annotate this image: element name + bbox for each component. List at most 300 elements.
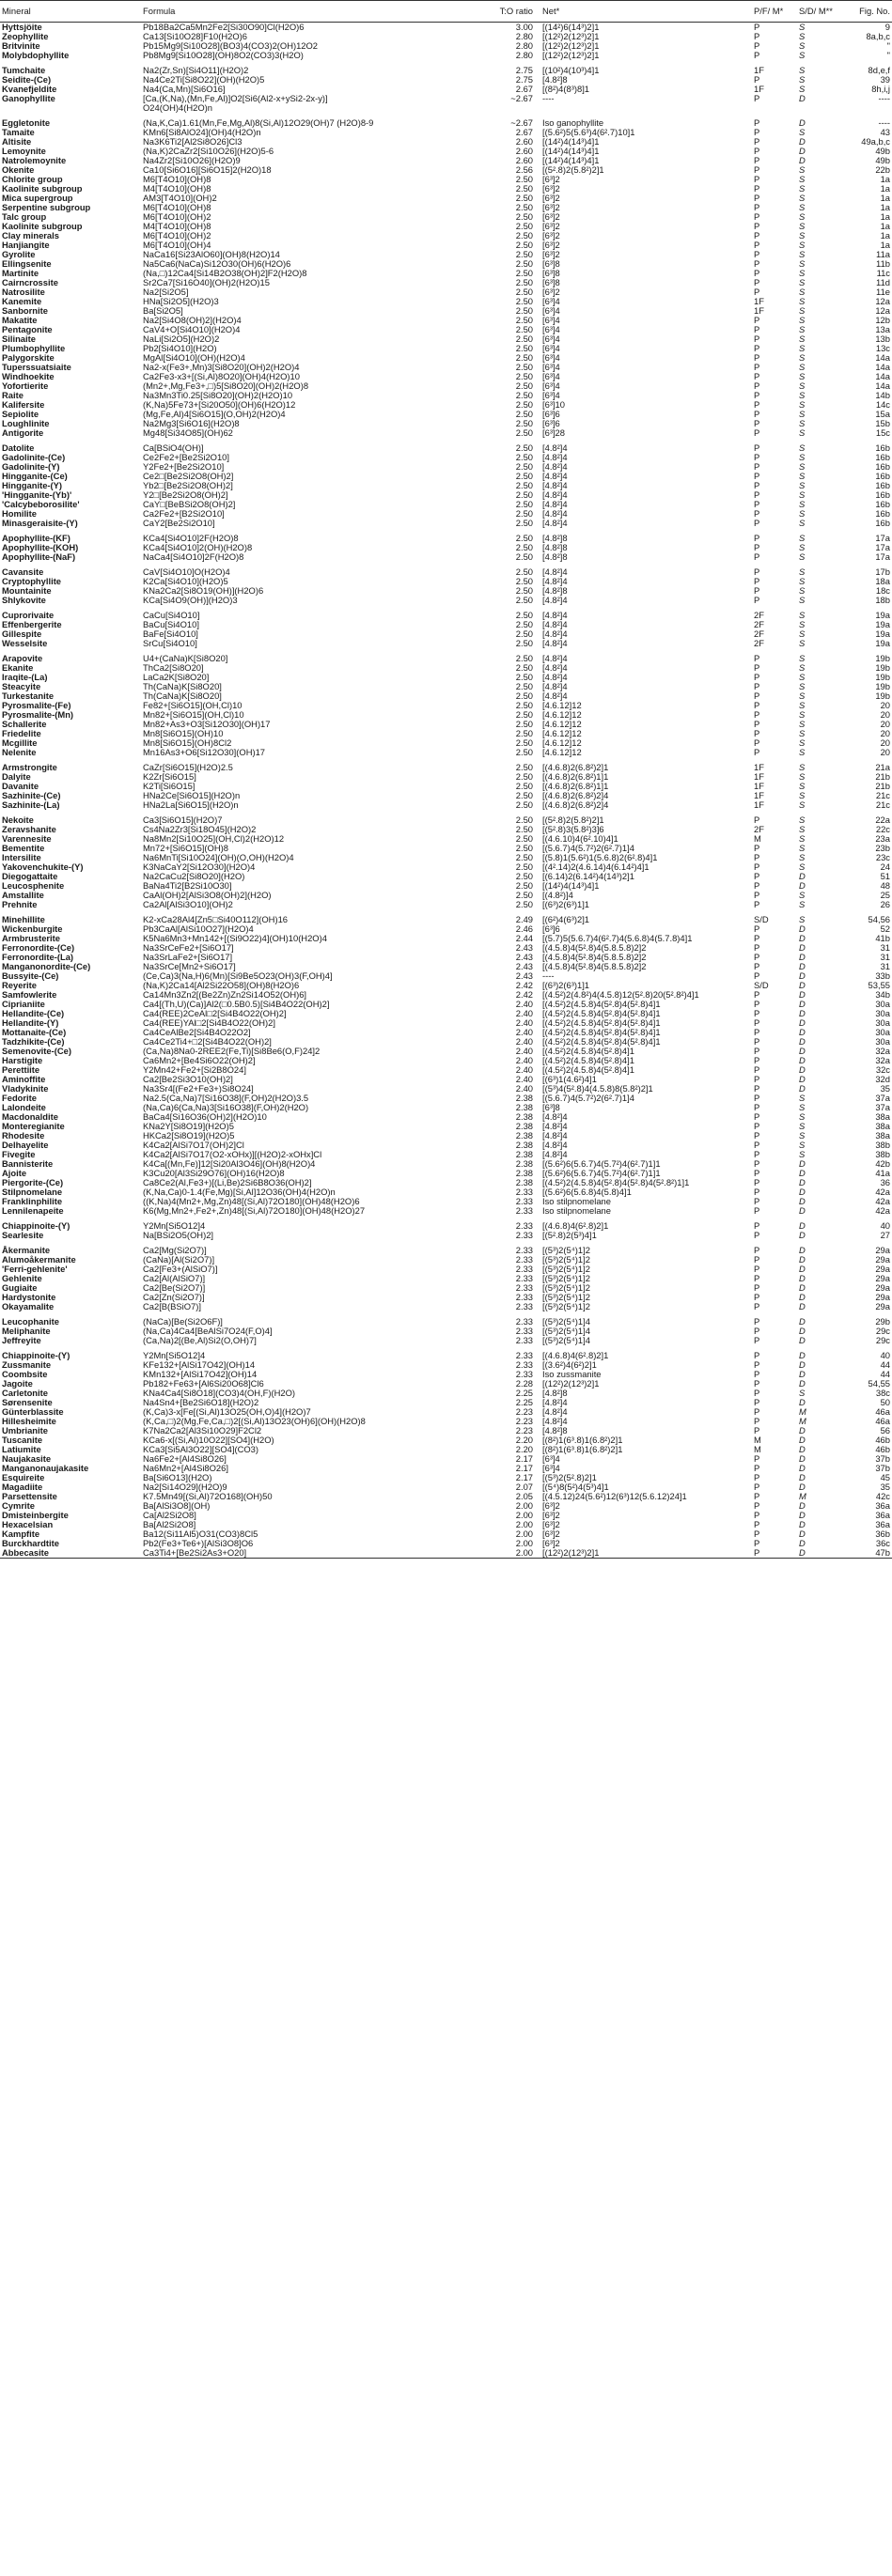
mineral-name: Diegogattaite <box>2 872 58 881</box>
to-ratio: 2.50 <box>515 611 533 620</box>
formula: LaCa2K[Si8O20] <box>143 673 210 682</box>
pfm-type: P <box>754 853 760 862</box>
sdm-type: D <box>799 981 806 990</box>
mineral-name: Delhayelite <box>2 1141 49 1150</box>
formula: Pb15Mg9[Si10O28](BO3)4(CO3)2(OH)12O2 <box>143 41 319 51</box>
formula: Mn72+[Si6O15](OH)8 <box>143 844 228 853</box>
mineral-name: Antigorite <box>2 428 44 438</box>
to-ratio: 2.00 <box>451 1548 540 1559</box>
formula: KMn132+[AlSi17O42](OH)14 <box>143 1370 258 1379</box>
sdm-type: D <box>799 872 806 881</box>
pfm-type: P <box>754 577 760 586</box>
figure-number: 20 <box>880 701 890 710</box>
to-ratio: 2.50 <box>515 231 533 241</box>
pfm-type: P <box>754 710 760 720</box>
sdm-type: S <box>799 900 806 909</box>
pfm-type: P <box>754 953 760 962</box>
table-row <box>0 1548 892 1559</box>
figure-number: 19b <box>875 673 890 682</box>
pfm-type: P <box>754 165 760 175</box>
sdm-type: S <box>799 453 806 462</box>
net-symbol: [4.6.12]12 <box>542 738 582 748</box>
table-row <box>0 137 892 147</box>
table-row <box>0 519 892 528</box>
table-row <box>0 1302 892 1311</box>
pfm-type: P <box>754 1454 760 1464</box>
sdm-type: S <box>799 825 806 834</box>
net-symbol: [(5².8)2(5.8²)2]1 <box>542 815 604 825</box>
net-symbol: [6³]2 <box>542 175 560 184</box>
table-row <box>0 184 892 194</box>
to-ratio: 2.46 <box>515 924 533 934</box>
formula: HNa2La[Si6O15](H2O)n <box>143 800 239 810</box>
figure-number: 19b <box>875 682 890 691</box>
formula: Ca3[Si6O15](H2O)7 <box>143 815 223 825</box>
sdm-type: S <box>799 1112 806 1122</box>
net-symbol: [(5.8)1(5.6²)1(5.6.8)2(6².8)4]1 <box>542 853 658 862</box>
table-row <box>0 567 892 577</box>
figure-number: 13c <box>875 344 890 353</box>
figure-number: 49b <box>875 147 890 156</box>
table-row <box>0 971 892 981</box>
pfm-type: P <box>754 1037 760 1047</box>
table-row <box>0 381 892 391</box>
net-symbol: [(4.5.8)4(5².8)4(5.8.5.8)2]2 <box>542 953 647 962</box>
to-ratio: 2.33 <box>515 1317 533 1327</box>
net-symbol: [4.8²]8 <box>542 75 568 85</box>
to-ratio: 2.50 <box>515 419 533 428</box>
table-row <box>0 1103 892 1112</box>
mineral-name: Lemoynite <box>2 147 46 156</box>
to-ratio: 2.50 <box>515 862 533 872</box>
table-row <box>0 241 892 250</box>
pfm-type: P <box>754 1265 760 1274</box>
mineral-name: Palygorskite <box>2 353 55 363</box>
formula: Ca2[Be2Si3O10(OH)2] <box>143 1075 233 1084</box>
mineral-name: Loughlinite <box>2 419 50 428</box>
net-symbol: [4.8²]4 <box>542 577 568 586</box>
to-ratio: 2.50 <box>515 184 533 194</box>
net-symbol: [4.8²]4 <box>542 639 568 648</box>
table-row <box>0 1169 892 1178</box>
net-symbol: [6³]4 <box>542 1464 560 1473</box>
formula: (Ca,Na)8Na0-2REE2(Fe,Ti)[Si8Be6(O,F)24]2 <box>143 1047 321 1056</box>
formula: KCa4[Si4O10]2(OH)(H2O)8 <box>143 543 253 552</box>
table-row <box>0 66 892 75</box>
mineral-name: Okayamalite <box>2 1302 55 1311</box>
figure-number: 21a <box>875 763 890 772</box>
formula: Na6Mn2+[Al4Si8O26] <box>143 1464 228 1473</box>
to-ratio: 2.40 <box>515 1065 533 1075</box>
mineral-name: Coombsite <box>2 1370 48 1379</box>
mineral-name: Tadzhikite-(Ce) <box>2 1037 65 1047</box>
table-row <box>0 391 892 400</box>
to-ratio: 2.50 <box>515 552 533 562</box>
formula: Ca13[Si10O28]F10(H2O)6 <box>143 32 247 41</box>
table-row <box>0 334 892 344</box>
mineral-name: Hellandite-(Ce) <box>2 1009 65 1018</box>
table-row <box>0 577 892 586</box>
mineral-name: Gehlenite <box>2 1274 42 1283</box>
net-symbol: [(4.5.12)24(5.6²)12(6³)12(5.6.12)24]1 <box>542 1492 687 1501</box>
net-symbol: Iso ganophyllite <box>542 118 604 128</box>
formula: (Na,K)2Ca14[Al2Si22O58](OH)8(H2O)6 <box>143 981 300 990</box>
sdm-type: S <box>799 490 806 500</box>
figure-number: 32c <box>875 1065 890 1075</box>
to-ratio: 2.50 <box>515 900 533 909</box>
pfm-type: P <box>754 118 760 128</box>
net-symbol: [6³]2 <box>542 231 560 241</box>
figure-number: 33b <box>875 971 890 981</box>
to-ratio: 2.38 <box>515 1141 533 1150</box>
formula: Mn16As3+O6[Si12O30](OH)17 <box>143 748 266 757</box>
table-row <box>0 1265 892 1274</box>
pfm-type: 2F <box>754 825 764 834</box>
net-symbol: [(5³)2(5⁴)1]2 <box>542 1246 590 1255</box>
net-symbol: [(4.6.8)4(6².8)2]1 <box>542 1221 609 1231</box>
mineral-name: Tamaite <box>2 128 35 137</box>
sdm-type: D <box>799 1037 806 1047</box>
pfm-type: P <box>754 1511 760 1520</box>
mineral-name: Cairncrossite <box>2 278 58 287</box>
figure-number: 38a <box>875 1112 890 1122</box>
figure-number: 48 <box>880 881 890 891</box>
sdm-type: S <box>799 287 806 297</box>
header-pfm: P/F/ M* <box>752 1 797 23</box>
table-row <box>0 729 892 738</box>
formula: Ba[Al2Si2O8] <box>143 1520 196 1529</box>
net-symbol: [6³]4 <box>542 297 560 306</box>
figure-number: 20 <box>880 720 890 729</box>
table-row <box>0 1084 892 1094</box>
net-symbol: [4.8²]4 <box>542 490 568 500</box>
table-row <box>0 720 892 729</box>
sdm-type: D <box>799 1501 806 1511</box>
to-ratio: 2.00 <box>515 1520 533 1529</box>
pfm-type: P <box>754 1159 760 1169</box>
formula: Na2[Si2O5] <box>143 287 189 297</box>
sdm-type <box>797 103 843 113</box>
sdm-type: S <box>799 800 806 810</box>
figure-number: 42a <box>875 1197 890 1206</box>
table-row <box>0 203 892 212</box>
net-symbol: [(6³)2(6³)1]1 <box>542 981 590 990</box>
formula: (Ce,Ca)3(Na,H)6(Mn)[Si9Be5O23(OH)3(F,OH)4] <box>143 971 333 981</box>
to-ratio: ~2.67 <box>510 118 533 128</box>
table-row <box>0 472 892 481</box>
figure-number: 16b <box>875 462 890 472</box>
net-symbol: [(8²)4(8³)8]1 <box>542 85 590 94</box>
mineral-name: Varennesite <box>2 834 52 844</box>
formula: KCa4[Si4O10]2F(H2O)8 <box>143 534 239 543</box>
mineral-name: Piergorite-(Ce) <box>2 1178 64 1187</box>
sdm-type: S <box>799 316 806 325</box>
net-symbol: [4.8²]4 <box>542 443 568 453</box>
net-symbol: [4.8²]4 <box>542 1122 568 1131</box>
net-symbol: [(5³)2(5⁴)1]2 <box>542 1255 590 1265</box>
figure-number: " <box>886 41 890 51</box>
table-row <box>0 834 892 844</box>
mineral-name: Minehillite <box>2 915 45 924</box>
to-ratio: 2.50 <box>515 782 533 791</box>
to-ratio: 2.50 <box>515 250 533 259</box>
sdm-type: S <box>799 334 806 344</box>
table-row <box>0 1389 892 1398</box>
figure-number: 45 <box>880 1473 890 1482</box>
net-symbol: [(4.5²)2(4.5.8)4(5².8)4]1 <box>542 1065 634 1075</box>
formula: Y2Mn[Si5O12]4 <box>143 1221 206 1231</box>
sdm-type: D <box>799 1317 806 1327</box>
pfm-type: P <box>754 567 760 577</box>
to-ratio: 2.80 <box>515 32 533 41</box>
pfm-type: P <box>754 353 760 363</box>
formula: HKCa2[Si8O19](H2O)5 <box>143 1131 235 1141</box>
to-ratio: 2.00 <box>515 1539 533 1548</box>
mineral-name: Tumchaite <box>2 66 46 75</box>
table-row <box>0 1351 892 1360</box>
table-row <box>0 410 892 419</box>
to-ratio: 2.50 <box>515 410 533 419</box>
net-symbol: [(5³)2(5⁴)1]4 <box>542 1317 590 1327</box>
to-ratio: 2.60 <box>515 156 533 165</box>
pfm-type: P <box>754 32 760 41</box>
pfm-type: P <box>754 1197 760 1206</box>
sdm-type: D <box>799 147 806 156</box>
net-symbol: [4.6.12]12 <box>542 748 582 757</box>
table-row <box>0 862 892 872</box>
net-symbol: [(6³)1(4.6²)4]1 <box>542 1075 597 1084</box>
figure-number: 1a <box>880 231 890 241</box>
sdm-type: S <box>799 663 806 673</box>
pfm-type: P <box>754 1520 760 1529</box>
table-row <box>0 1065 892 1075</box>
figure-number: 19b <box>875 663 890 673</box>
pfm-type: 1F <box>754 782 764 791</box>
formula: M6[T4O10](OH)4 <box>143 241 211 250</box>
mineral-name: Lennilenapeite <box>2 1206 64 1216</box>
to-ratio: 2.50 <box>515 534 533 543</box>
table-row <box>0 419 892 428</box>
to-ratio: 2.50 <box>515 629 533 639</box>
sdm-type: S <box>799 509 806 519</box>
pfm-type: P <box>754 372 760 381</box>
mineral-name: Hanjiangite <box>2 241 50 250</box>
net-symbol: [(5³)2(5⁴)1]4 <box>542 1327 590 1336</box>
figure-number: 50 <box>880 1398 890 1407</box>
mineral-name: Hardystonite <box>2 1293 56 1302</box>
formula: KMn6[Si8AlO24](OH)4(H2O)n <box>143 128 261 137</box>
figure-number: 19b <box>875 691 890 701</box>
sdm-type: D <box>799 1520 806 1529</box>
figure-number: 16b <box>875 519 890 528</box>
mineral-name: Searlesite <box>2 1231 44 1240</box>
mineral-name: Clay minerals <box>2 231 59 241</box>
to-ratio: 2.17 <box>515 1473 533 1482</box>
sdm-type: S <box>799 853 806 862</box>
net-symbol: [(5³)2(5².8)2]1 <box>542 1473 597 1482</box>
table-row <box>0 1037 892 1047</box>
net-symbol: [6³]4 <box>542 334 560 344</box>
table-row <box>0 1417 892 1426</box>
sdm-type: S <box>799 815 806 825</box>
mineral-name: Armbrusterite <box>2 934 60 943</box>
pfm-type: P <box>754 748 760 757</box>
figure-number: 1a <box>880 184 890 194</box>
table-row <box>0 250 892 259</box>
net-symbol: [(5².8)3(5.8²)3]6 <box>542 825 604 834</box>
formula: K2-xCa28Al4[Zn5□Si40O112](OH)16 <box>143 915 288 924</box>
figure-number: 40 <box>880 1351 890 1360</box>
net-symbol: [4.8²]4 <box>542 1407 568 1417</box>
pfm-type: 1F <box>754 66 764 75</box>
to-ratio: 2.50 <box>515 772 533 782</box>
pfm-type: P <box>754 1426 760 1435</box>
formula: CaV[Si4O10]O(H2O)4 <box>143 567 230 577</box>
figure-number: 46a <box>875 1407 890 1417</box>
pfm-type: P <box>754 391 760 400</box>
mineral-name: Meliphanite <box>2 1327 51 1336</box>
figure-number: 31 <box>880 962 890 971</box>
formula: (Na,Ca)6(Ca,Na)3[Si16O38](F,OH)2(H2O) <box>143 1103 309 1112</box>
figure-number: 29c <box>875 1327 890 1336</box>
sdm-type: S <box>799 891 806 900</box>
net-symbol: [(5⁴)8(5²)4(5³)4]1 <box>542 1482 609 1492</box>
net-symbol: [(4.5²)2(4.5.8)4(5².8)4]1 <box>542 1047 634 1056</box>
pfm-type: P <box>754 344 760 353</box>
sdm-type: S <box>799 673 806 682</box>
pfm-type: P <box>754 1112 760 1122</box>
mineral-name: Kaolinite subgroup <box>2 184 83 194</box>
to-ratio: 2.50 <box>515 428 533 438</box>
formula: Na4(Ca,Mn)[Si6O16] <box>143 85 226 94</box>
pfm-type: P <box>754 453 760 462</box>
formula: Na2.5(Ca,Na)7[Si16O38](F,OH)2(H2O)3.5 <box>143 1094 309 1103</box>
net-symbol: [4.8²]4 <box>542 453 568 462</box>
figure-number: 29a <box>875 1302 890 1311</box>
mineral-name: Cryptophyllite <box>2 577 62 586</box>
mineral-name: Chiappinoite-(Y) <box>2 1221 70 1231</box>
formula: Na3Sr4[(Fe2+Fe3+)Si8O24] <box>143 1084 254 1094</box>
sdm-type: S <box>799 720 806 729</box>
formula: Ca10[Si6O16][Si6O15]2(H2O)18 <box>143 165 272 175</box>
to-ratio: 2.43 <box>515 943 533 953</box>
sdm-type: S <box>799 184 806 194</box>
to-ratio: 2.38 <box>515 1094 533 1103</box>
formula: Na4Ce2Ti[Si8O22](OH)(H2O)5 <box>143 75 265 85</box>
sdm-type: D <box>799 1221 806 1231</box>
mineral-name: Pyrosmalite-(Mn) <box>2 710 74 720</box>
figure-number: 18c <box>875 586 890 596</box>
pfm-type: P <box>754 1094 760 1103</box>
table-row <box>0 891 892 900</box>
table-row <box>0 881 892 891</box>
to-ratio: 2.50 <box>515 834 533 844</box>
mineral-name: Silinaite <box>2 334 36 344</box>
table-row <box>0 278 892 287</box>
table-row <box>0 1501 892 1511</box>
to-ratio: 2.50 <box>515 500 533 509</box>
net-symbol: [6³]2 <box>542 203 560 212</box>
figure-number: 16b <box>875 509 890 519</box>
net-symbol: [(5.6.7)4(5.7²)2(6².7)1]4 <box>542 844 634 853</box>
pfm-type: P <box>754 334 760 344</box>
pfm-type: P <box>754 729 760 738</box>
mineral-name: Vladykinite <box>2 1084 49 1094</box>
pfm-type: P <box>754 1065 760 1075</box>
pfm-type: P <box>754 363 760 372</box>
figure-number: 17b <box>875 567 890 577</box>
pfm-type: P <box>754 1246 760 1255</box>
formula: KNa2Ca2[Si8O19(OH)](H2O)6 <box>143 586 264 596</box>
pfm-type: P <box>754 156 760 165</box>
sdm-type: D <box>799 1464 806 1473</box>
net-symbol: [4.8²]4 <box>542 620 568 629</box>
formula: BaCa4[Si16O36(OH)2](H2O)10 <box>143 1112 267 1122</box>
mineral-name: Eggletonite <box>2 118 51 128</box>
sdm-type: D <box>799 962 806 971</box>
mineral-name: Nelenite <box>2 748 37 757</box>
formula: Pb182+Fe63+[Al6Si20O68]Cl6 <box>143 1379 264 1389</box>
formula: Ca2[Al(AlSiO7)] <box>143 1274 206 1283</box>
sdm-type: S <box>799 353 806 363</box>
pfm-type: P <box>754 1231 760 1240</box>
mineral-name: Naujakasite <box>2 1454 52 1464</box>
net-symbol: [(4.6.8)2(6.8²)1]1 <box>542 782 609 791</box>
table-row <box>0 552 892 562</box>
formula: Ca4CeAlBe2[Si4B4O22O2] <box>143 1028 251 1037</box>
pfm-type: P <box>754 325 760 334</box>
mineral-name: Ekanite <box>2 663 34 673</box>
table-row <box>0 738 892 748</box>
table-row <box>0 41 892 51</box>
figure-number: 8a,b,c <box>866 32 890 41</box>
sdm-type: S <box>799 372 806 381</box>
to-ratio: 2.25 <box>515 1389 533 1398</box>
net-symbol: [6³]8 <box>542 259 560 269</box>
pfm-type: P <box>754 75 760 85</box>
formula: KCa[Si4O9(OH)](H2O)3 <box>143 596 238 605</box>
figure-number: 1a <box>880 241 890 250</box>
net-symbol: [6³]6 <box>542 924 560 934</box>
table-row <box>0 748 892 757</box>
mineral-name: Zeophyllite <box>2 32 49 41</box>
net-symbol: [6³]2 <box>542 194 560 203</box>
net-symbol: [(12²)2(12³)2]1 <box>542 1379 600 1389</box>
pfm-type: P <box>754 1255 760 1265</box>
figure-number <box>843 103 892 113</box>
formula: (K,Na,Ca)0-1.4(Fe,Mg)[Si,Al]12O36(OH)4(H2O)n <box>143 1187 336 1197</box>
net-symbol: [6³]4 <box>542 381 560 391</box>
mineral-name: Kampfite <box>2 1529 40 1539</box>
figure-number: 42a <box>875 1187 890 1197</box>
mineral-name: Natrosilite <box>2 287 45 297</box>
sdm-type: D <box>799 1351 806 1360</box>
formula: Na5Ca6(NaCa)Si12O30(OH)6(H2O)6 <box>143 259 291 269</box>
formula: K2Ti[Si6O15] <box>143 782 196 791</box>
figure-number: 21c <box>875 791 890 800</box>
mineral-name <box>0 103 141 113</box>
pfm-type: P <box>754 1028 760 1037</box>
figure-number: 8d,e,f <box>868 66 890 75</box>
net-symbol: [4.8²]4 <box>542 654 568 663</box>
mineral-name: Amstallite <box>2 891 44 900</box>
to-ratio: 2.50 <box>515 881 533 891</box>
to-ratio: 2.33 <box>515 1206 533 1216</box>
table-row <box>0 1379 892 1389</box>
pfm-type: P <box>754 1379 760 1389</box>
net-symbol: [(4.6.8)2(6.8²)2]1 <box>542 763 609 772</box>
table-row <box>0 791 892 800</box>
